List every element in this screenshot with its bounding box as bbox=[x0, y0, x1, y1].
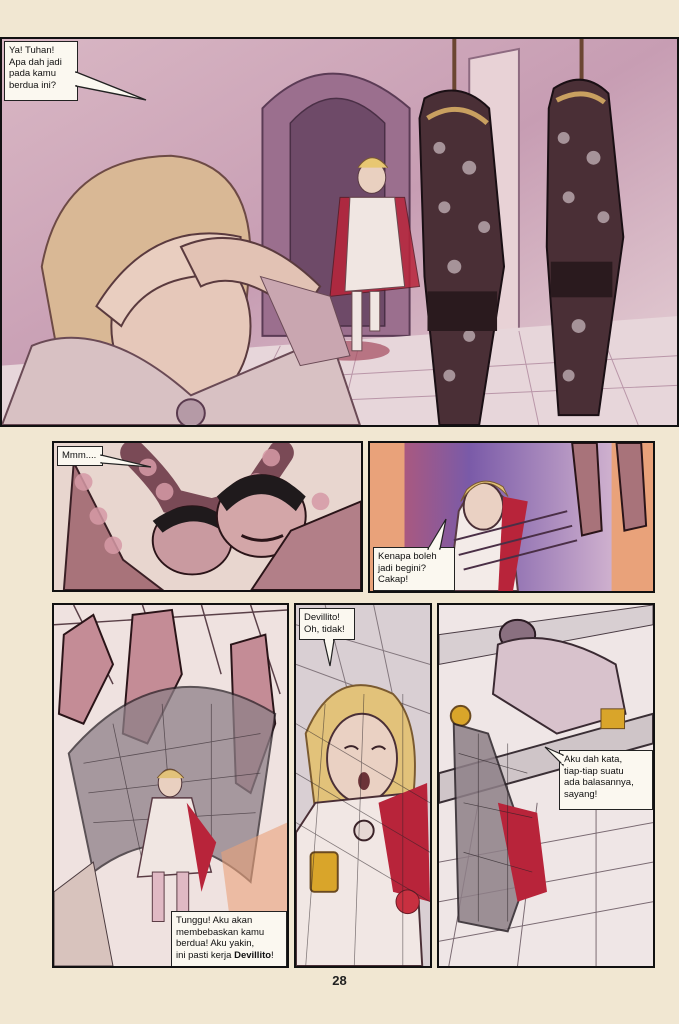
panel-4 bbox=[52, 603, 289, 968]
bubble-line: Tunggu! Aku akan bbox=[176, 915, 253, 926]
bubble-tail-p2 bbox=[99, 451, 154, 471]
bubble-tail-p6 bbox=[543, 745, 565, 769]
bubble-line: ini pasti kerja Devillito! bbox=[176, 949, 274, 961]
panel-2 bbox=[52, 441, 363, 592]
bubble-tail-p1 bbox=[72, 64, 152, 104]
bubble-line: Ya! Tuhan! bbox=[9, 45, 55, 56]
panel-5 bbox=[294, 603, 432, 968]
bubble-line: berdua ini? bbox=[9, 79, 57, 91]
panel-1 bbox=[0, 37, 679, 427]
speech-bubble-p2 bbox=[57, 446, 103, 466]
bubble-line: Oh, tidak! bbox=[304, 623, 345, 635]
bubble-line: Mmm.... bbox=[62, 450, 97, 461]
panel-6 bbox=[437, 603, 655, 968]
bubble-line: Cakap! bbox=[378, 574, 409, 585]
speech-bubble-p4 bbox=[171, 911, 287, 967]
bubble-line: Aku dah kata, bbox=[564, 754, 623, 765]
speech-bubble-p1 bbox=[4, 41, 78, 101]
panel-3 bbox=[368, 441, 655, 593]
speech-bubble-p5 bbox=[299, 608, 355, 640]
bubble-line: berdua! Aku yakin, bbox=[176, 938, 255, 949]
bubble-line: ada balasannya, bbox=[564, 777, 634, 788]
bubble-line: Apa dah jadi bbox=[9, 56, 62, 68]
bubble-line: tiap-tiap suatu bbox=[564, 765, 624, 777]
bubble-line: pada kamu bbox=[9, 68, 57, 79]
bubble-tail-p5 bbox=[322, 638, 336, 668]
speech-bubble-p6 bbox=[559, 750, 653, 810]
bubble-line: Kenapa boleh bbox=[378, 551, 437, 562]
bubble-tail-p3 bbox=[422, 517, 452, 551]
bubble-emphasis: Devillito bbox=[234, 949, 272, 961]
bubble-line: membebaskan kamu bbox=[176, 926, 265, 938]
bubble-line: Devillito! bbox=[304, 612, 340, 623]
panel-5-art bbox=[296, 605, 430, 966]
bubble-line: jadi begini? bbox=[378, 562, 427, 574]
page-number: 28 bbox=[332, 973, 347, 988]
bubble-line: sayang! bbox=[564, 788, 598, 800]
speech-bubble-p3 bbox=[373, 547, 455, 591]
